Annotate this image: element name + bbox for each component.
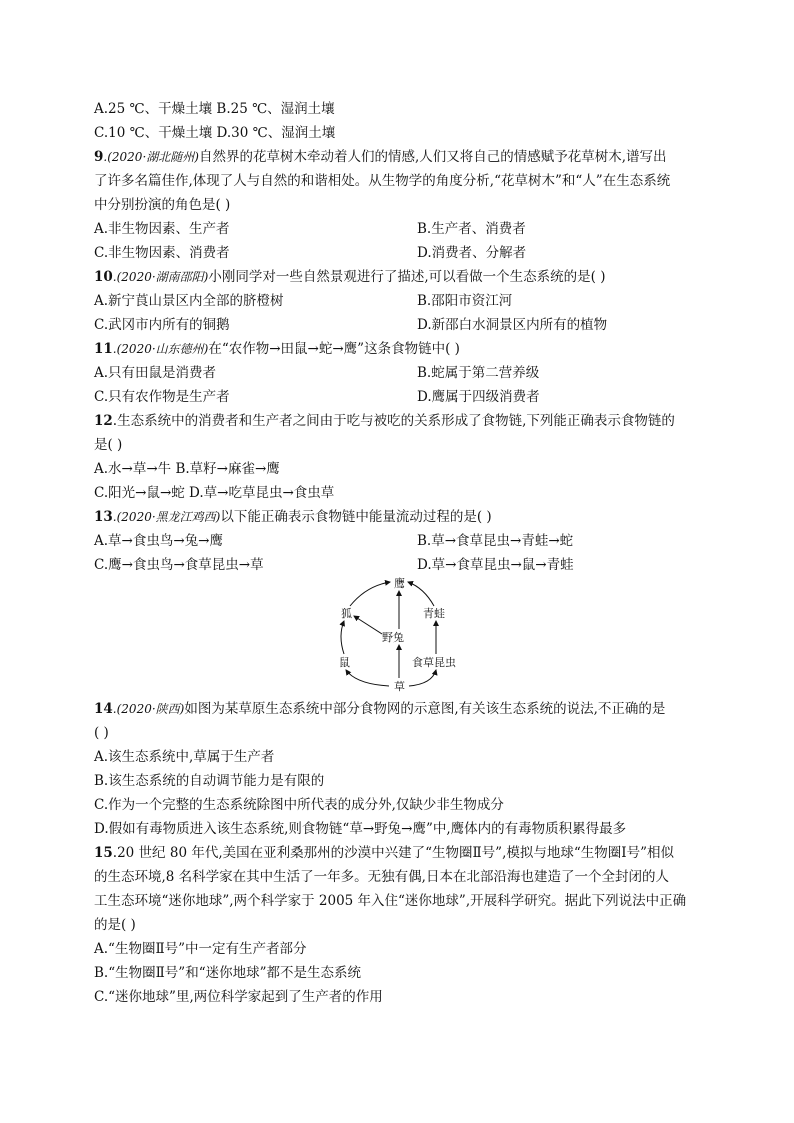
q14-stem-line2: ( ) [94,725,109,741]
q14-stem: 14.(2020·陕西)如图为某草原生态系统中部分食物网的示意图,有关该生态系统的说法,不正确的是 [94,701,666,717]
q14-option-a: A.该生态系统中,草属于生产者 [94,749,275,765]
q15-option-a: A.“生物圈Ⅱ号”中一定有生产者部分 [94,941,307,957]
node-frog: 青蛙 [423,607,445,620]
q15-option-c: C.“迷你地球”里,两位科学家起到了生产者的作用 [94,989,383,1005]
node-insect: 食草昆虫 [412,656,456,669]
q10-options-row2: C.武冈市内所有的铜鹅 D.新邵白水洞景区内所有的植物 [94,317,608,333]
q10-stem: 10.(2020·湖南邵阳)小刚同学对一些自然景观进行了描述,可以看做一个生态系统的是( ) [94,269,606,285]
arrow-mouse-to-fox [341,621,344,654]
node-fox: 狐 [341,607,352,620]
q13-options-row2: C.鹰→食虫鸟→食草昆虫→草 D.草→食草昆虫→鼠→青蛙 [94,557,574,573]
arrow-fox-to-eagle [350,582,390,606]
q12-stem: 12.生态系统中的消费者和生产者之间由于吃与被吃的关系形成了食物链,下列能正确表示食物链的 [94,413,675,429]
q9-stem-line2: 了许多名篇佳作,体现了人与自然的和谐相处。从生物学的角度分析,“花草树木”和“人”在生态系统 [94,173,671,189]
node-grass: 草 [394,680,405,693]
node-mouse: 鼠 [339,656,350,669]
q13-options-row1: A.草→食虫鸟→兔→鹰 B.草→食草昆虫→青蛙→蛇 [94,533,574,549]
q9-options-row1: A.非生物因素、生产者 B.生产者、消费者 [94,221,526,237]
q12-options-cd: C.阳光→鼠→蛇 D.草→吃草昆虫→食虫草 [94,485,335,501]
q11-options-row1: A.只有田鼠是消费者 B.蛇属于第二营养级 [94,365,540,381]
q14-option-d: D.假如有毒物质进入该生态系统,则食物链“草→野兔→鹰”中,鹰体内的有毒物质积累得最多 [94,821,627,837]
q12-stem-line2: 是( ) [94,437,123,453]
q9-stem-line3: 中分别扮演的角色是( ) [94,197,231,213]
arrow-frog-to-eagle [408,582,434,606]
q9-stem: 9.(2020·湖北随州)自然界的花草树木牵动着人们的情感,人们又将自己的情感赋予花草树木,谱写出 [94,149,667,165]
q10-options-row1: A.新宁莨山景区内全部的脐橙树 B.邵阳市资江河 [94,293,513,309]
arrow-grass-to-mouse [346,670,389,686]
q14-option-c: C.作为一个完整的生态系统除图中所代表的成分外,仅缺少非生物成分 [94,797,504,813]
q8-options-ab: A.25 ℃、干燥土壤 B.25 ℃、湿润土壤 [94,101,335,117]
food-web-diagram [332,574,472,694]
q15-option-b: B.“生物圈Ⅱ号”和“迷你地球”都不是生态系统 [94,965,361,981]
q15-stem-line3: 工生态环境“迷你地球”,两个科学家于 2005 年入住“迷你地球”,开展科学研究。据此下列说法中正确 [94,893,687,909]
q11-options-row2: C.只有农作物是生产者 D.鹰属于四级消费者 [94,389,540,405]
arrow-grass-to-insect [409,670,436,686]
q11-stem: 11.(2020·山东德州)在“农作物→田鼠→蛇→鹰”这条食物链中( ) [94,341,460,357]
q14-option-b: B.该生态系统的自动调节能力是有限的 [94,773,325,789]
node-eagle: 鹰 [394,577,405,590]
q9-options-row2: C.非生物因素、消费者 D.消费者、分解者 [94,245,527,261]
q15-stem-line4: 的是( ) [94,917,136,933]
node-rabbit: 野兔 [382,631,404,644]
arrow-rabbit-to-fox [354,616,382,634]
q15-stem: 15.20 世纪 80 年代,美国在亚利桑那州的沙漠中兴建了“生物圈Ⅱ号”,模拟与地球“生物圈Ⅰ号”相似 [94,845,675,861]
q8-options-cd: C.10 ℃、干燥土壤 D.30 ℃、湿润土壤 [94,125,336,141]
q12-options-ab: A.水→草→牛 B.草籽→麻雀→鹰 [94,461,280,477]
q15-stem-line2: 的生态环境,8 名科学家在其中生活了一年多。无独有偶,日本在北部沿海也建造了一个全封闭的人 [94,869,669,885]
q13-stem: 13.(2020·黑龙江鸡西)以下能正确表示食物链中能量流动过程的是( ) [94,509,492,525]
